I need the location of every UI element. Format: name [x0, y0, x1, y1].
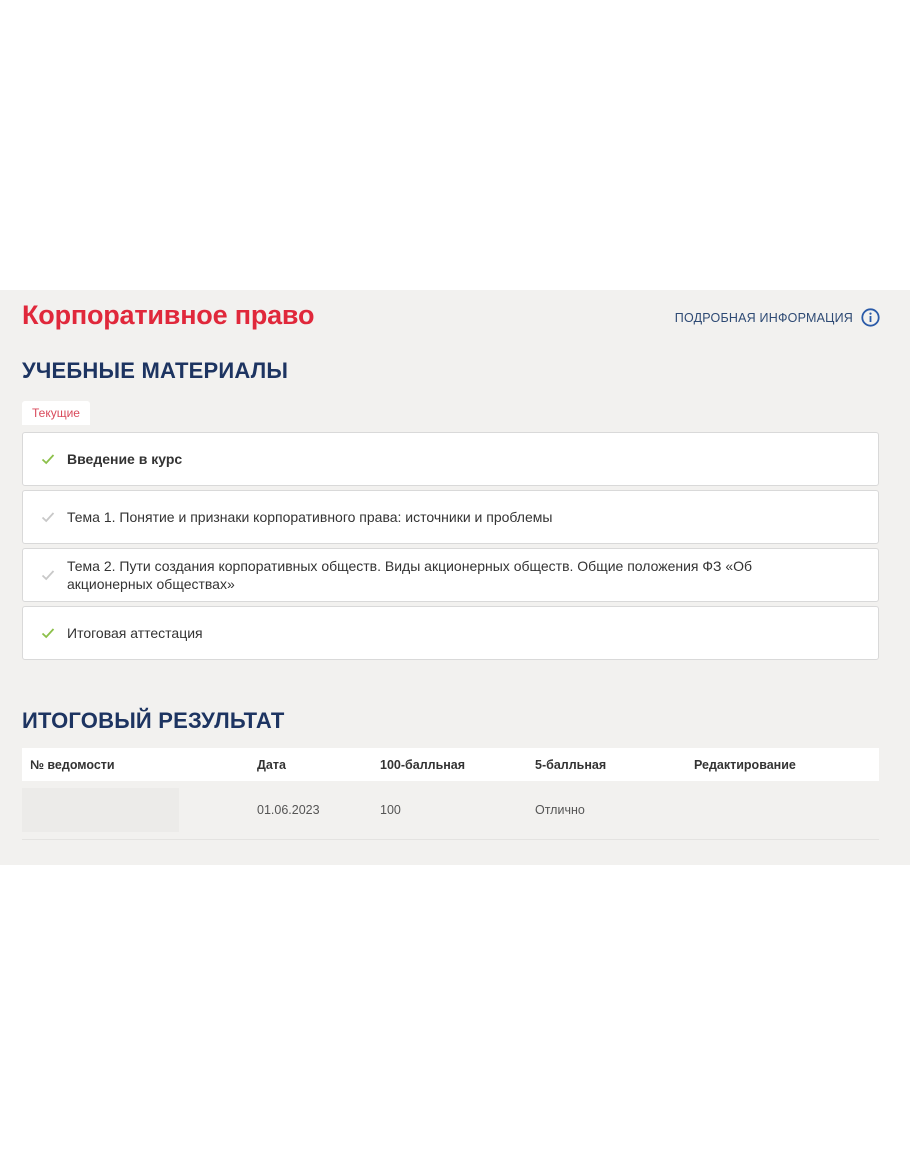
list-item-topic-1[interactable]	[22, 490, 879, 544]
list-item-label: Введение в курс	[67, 451, 183, 467]
cell-date: 01.06.2023	[257, 803, 320, 817]
tab-current[interactable]: Текущие	[22, 401, 90, 425]
materials-list	[22, 432, 879, 664]
check-icon	[41, 452, 55, 466]
col-edit: Редактирование	[694, 757, 796, 772]
list-item-label: Итоговая аттестация	[67, 625, 203, 641]
table-header	[22, 748, 879, 781]
details-link-label: ПОДРОБНАЯ ИНФОРМАЦИЯ	[674, 310, 853, 325]
cell-score-100: 100	[380, 803, 401, 817]
details-link[interactable]	[675, 308, 880, 327]
info-circle-icon	[861, 308, 880, 327]
list-item-topic-2[interactable]	[22, 548, 879, 602]
course-title: Корпоративное право	[22, 300, 315, 330]
redacted-value	[22, 788, 179, 832]
cell-score-5: Отлично	[535, 803, 585, 817]
course-panel	[0, 290, 910, 865]
list-item-final-exam[interactable]	[22, 606, 879, 660]
materials-heading: УЧЕБНЫЕ МАТЕРИАЛЫ	[22, 358, 289, 383]
cell-statement-no	[22, 788, 257, 832]
result-heading: ИТОГОВЫЙ РЕЗУЛЬТАТ	[22, 708, 285, 733]
list-item-intro[interactable]	[22, 432, 879, 486]
table-row	[22, 781, 879, 840]
col-statement-no: № ведомости	[30, 757, 115, 772]
result-table	[22, 748, 879, 840]
list-item-label: Тема 1. Понятие и признаки корпоративного права: источники и проблемы	[67, 509, 553, 525]
col-score-100: 100-балльная	[380, 757, 466, 772]
check-icon	[41, 626, 55, 640]
col-date: Дата	[257, 757, 286, 772]
check-icon	[41, 510, 55, 524]
list-item-label: Тема 2. Пути создания корпоративных обществ. Виды акционерных обществ. Общие положения ФЗ «Об акционерных обществах»	[67, 558, 753, 592]
col-score-5: 5-балльная	[535, 757, 607, 772]
check-icon	[41, 568, 55, 582]
